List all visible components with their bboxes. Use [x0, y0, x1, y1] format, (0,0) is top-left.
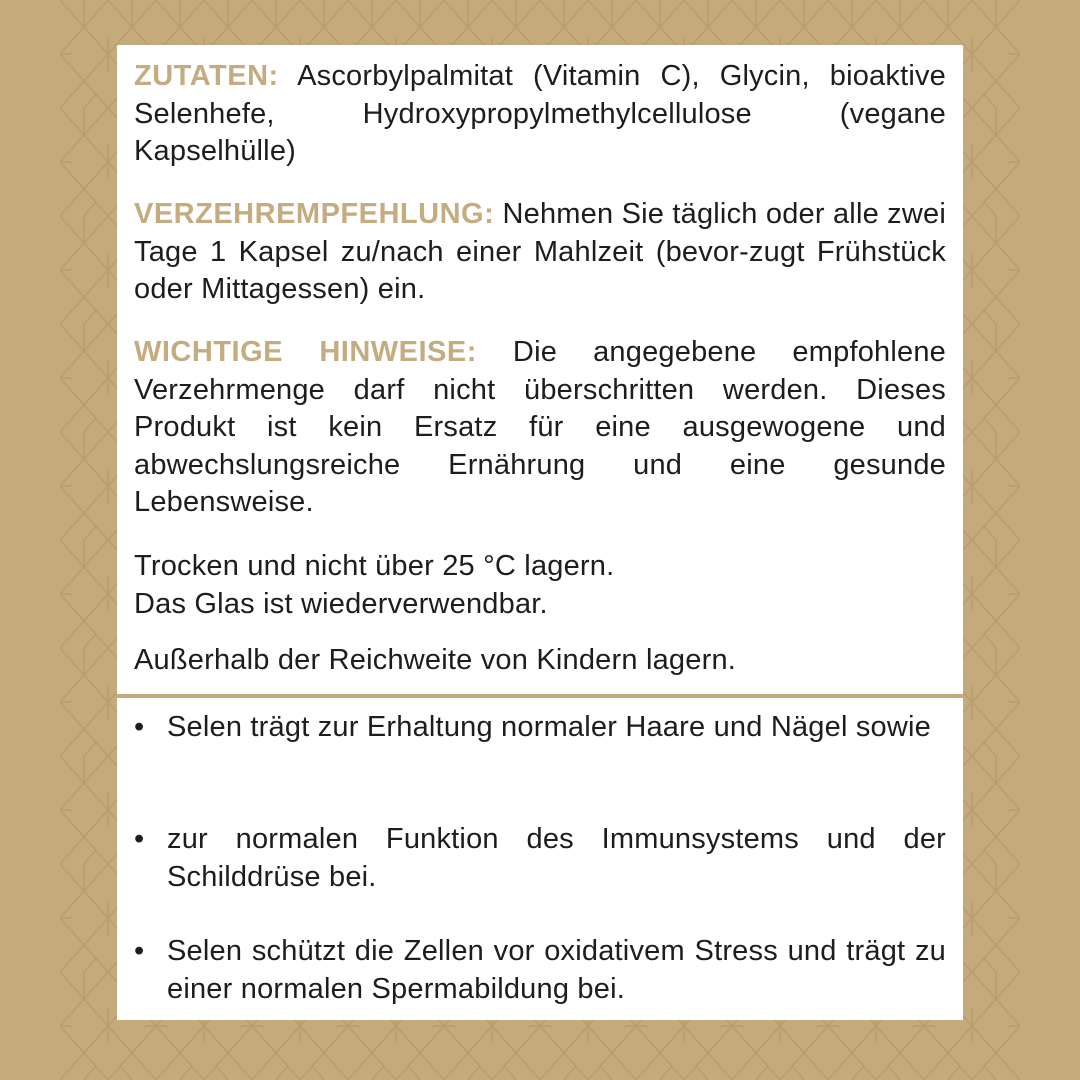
bullet-dot-icon: •: [134, 711, 145, 743]
recommendation-text: Nehmen Sie täglich oder alle zwei Tage 1 Kapsel zu/nach einer Mahlzeit (bevor-zugt Frühstück oder Mittagessen) ein.: [134, 198, 946, 305]
bullet-text: Selen trägt zur Erhaltung normaler Haare und Nägel sowie: [167, 711, 931, 743]
bullet-item: [134, 933, 946, 1008]
bullet-item: [134, 709, 946, 747]
section-divider: [117, 694, 963, 698]
ingredients-section: [134, 58, 946, 171]
storage-temperature-text: Trocken und nicht über 25 °C lagern.: [134, 550, 615, 582]
children-warning-section: [134, 642, 946, 680]
ingredients-text: Ascorbylpalmitat (Vitamin C), Glycin, bioaktive Selenhefe, Hydroxypropylmethylcellulose (vegane Kapselhülle): [134, 60, 946, 167]
notes-text: Die angegebene empfohlene Verzehrmenge darf nicht überschritten werden. Dieses Produkt ist kein Ersatz für eine ausgewogene und abwechslungsreiche Ernährung und eine gesunde Lebensweise.: [134, 336, 946, 518]
reusable-glass-text: Das Glas ist wiederverwendbar.: [134, 587, 548, 620]
bullet-dot-icon: •: [134, 823, 145, 855]
product-info-panel: [117, 45, 963, 1020]
notes-label: WICHTIGE HINWEISE:: [134, 336, 477, 368]
recommendation-label: VERZEHREMPFEHLUNG:: [134, 198, 495, 230]
children-warning-text: Außerhalb der Reichweite von Kindern lagern.: [134, 644, 737, 676]
bullet-text: zur normalen Funktion des Immunsystems und der Schilddrüse bei.: [167, 823, 946, 893]
storage-section: [134, 548, 946, 623]
ingredients-label: ZUTATEN:: [134, 60, 279, 92]
bullet-text: Selen schützt die Zellen vor oxidativem Stress und trägt zu einer normalen Spermabildung bei.: [167, 935, 946, 1005]
notes-section: [134, 334, 946, 522]
bullet-item: [134, 821, 946, 896]
bullet-dot-icon: •: [134, 935, 145, 967]
recommendation-section: [134, 196, 946, 309]
